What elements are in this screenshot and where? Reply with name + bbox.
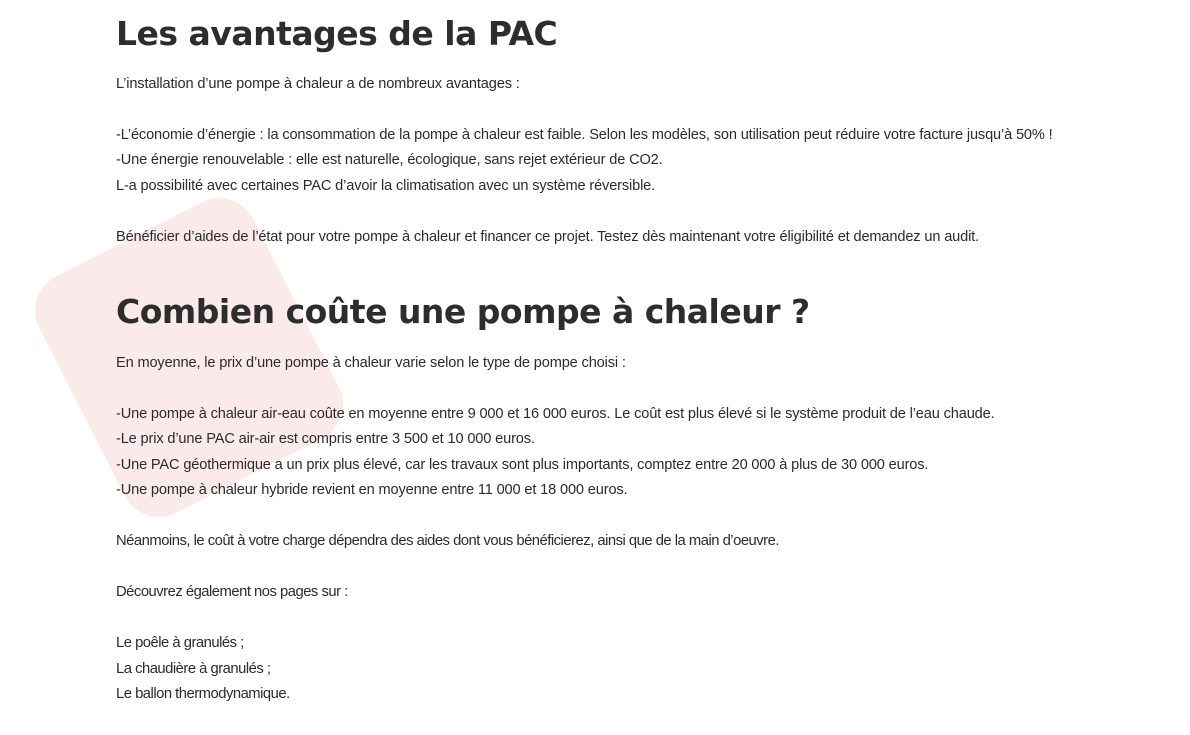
section-title-cout: Combien coûte une pompe à chaleur ? [116,292,810,331]
avantages-item: -Une énergie renouvelable : elle est naturelle, écologique, sans rejet extérieur de CO2. [116,152,663,168]
cout-item: -Une PAC géothermique a un prix plus élevé, car les travaux sont plus importants, comptez entre 20 000 à plus de 30 000 euros. [116,457,929,473]
link-ballon-thermodynamique[interactable]: Le ballon thermodynamique. [116,686,290,702]
section-title-avantages: Les avantages de la PAC [116,14,558,53]
discover-label: Découvrez également nos pages sur : [116,584,348,600]
avantages-intro: L’installation d’une pompe à chaleur a de nombreux avantages : [116,76,520,92]
avantages-item: -L’économie d’énergie : la consommation de la pompe à chaleur est faible. Selon les modèles, son utilisation peut réduire votre facture jusqu’à 50% ! [116,127,1053,143]
link-chaudiere-granules[interactable]: La chaudière à granulés ; [116,661,271,677]
link-poele-granules[interactable]: Le poêle à granulés ; [116,635,244,651]
cout-intro: En moyenne, le prix d’une pompe à chaleur varie selon le type de pompe choisi : [116,355,626,371]
cout-note: Néanmoins, le coût à votre charge dépendra des aides dont vous bénéficierez, ainsi que de la main d’oeuvre. [116,533,779,549]
cout-item: -Une pompe à chaleur hybride revient en moyenne entre 11 000 et 18 000 euros. [116,482,628,498]
cout-item: -Le prix d’une PAC air-air est compris entre 3 500 et 10 000 euros. [116,431,535,447]
cout-item: -Une pompe à chaleur air-eau coûte en moyenne entre 9 000 et 16 000 euros. Le coût est plus élevé si le système produit de l’eau chaude. [116,406,995,422]
avantages-closing: Bénéficier d’aides de l’état pour votre pompe à chaleur et financer ce projet. Testez dès maintenant votre éligibilité et demandez un audit. [116,229,979,245]
avantages-item: L-a possibilité avec certaines PAC d’avoir la climatisation avec un système réversible. [116,178,656,194]
